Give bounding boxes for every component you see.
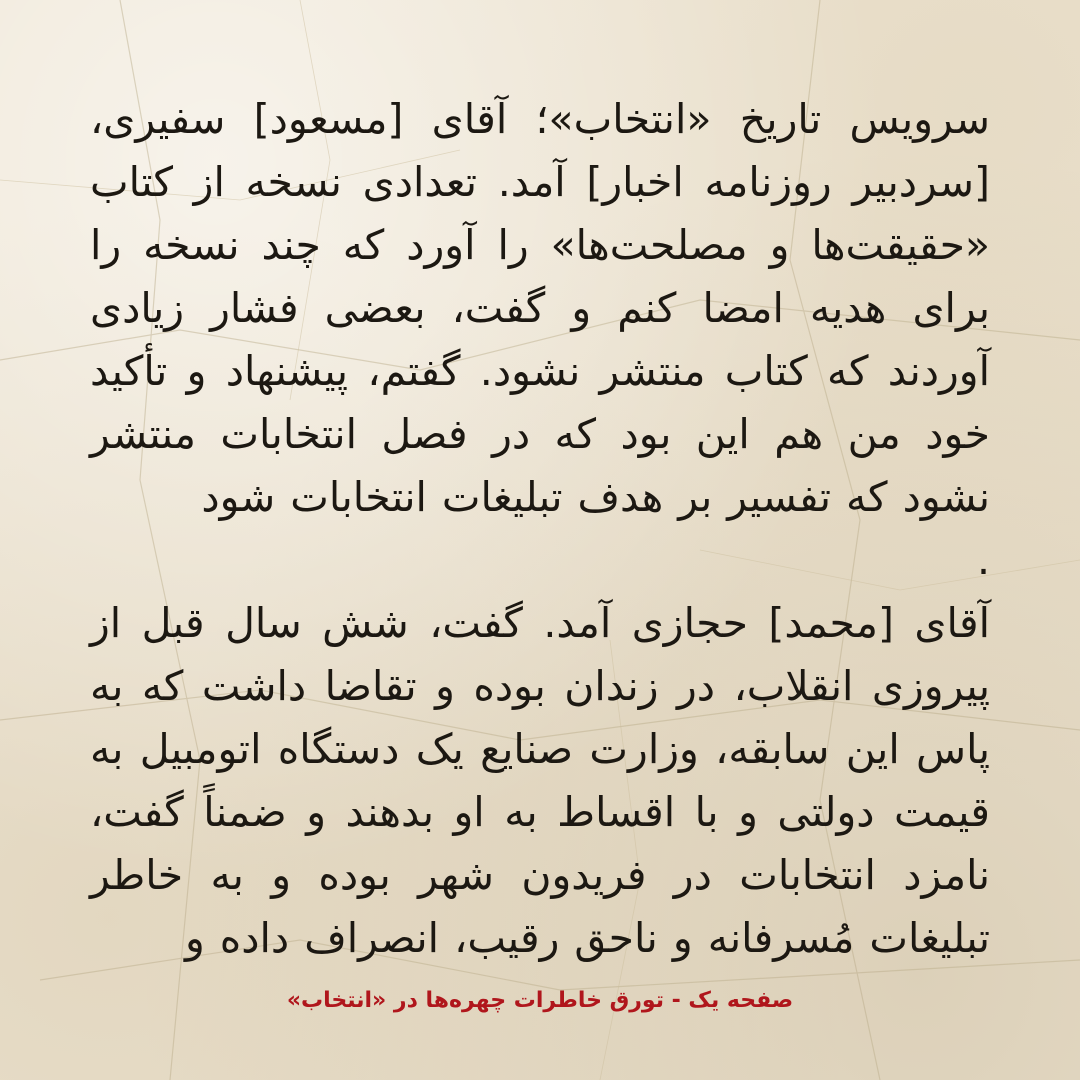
body-paragraph-1: سرویس تاریخ «انتخاب»؛ آقای [مسعود] سفیری، [سردبیر روزنامه اخبار] آمد. تعدادی نسخه از کتاب «حقیقت‌ها و مصلحت‌ها» را آورد که چند نسخه را برای هدیه امضا کنم و گفت، بعضی فشار زیادی آوردند که کتاب منتشر نشود. گفتم، پیشنهاد و تأکید خود من هم این بود که در فصل انتخابات منتشر نشود که تفسیر بر هدف تبلیغات انتخابات شود — [90, 95, 990, 521]
document-page — [90, 88, 990, 970]
paragraph-separator: . — [976, 536, 990, 584]
body-paragraph-2: آقای [محمد] حجازی آمد. گفت، شش سال قبل از پیروزی انقلاب، در زندان بوده و تقاضا داشت که به پاس این سابقه، وزارت صنایع یک دستگاه اتومبیل به قیمت دولتی و با اقساط به او بدهند و ضمناً گفت، نامزد انتخابات در فریدون شهر بوده و به خاطر تبلیغات مُسرفانه و ناحق رقیب، انصراف داده و — [90, 599, 990, 962]
page-caption: صفحه یک - تورق خاطرات چهره‌ها در «انتخاب» — [286, 988, 794, 1013]
